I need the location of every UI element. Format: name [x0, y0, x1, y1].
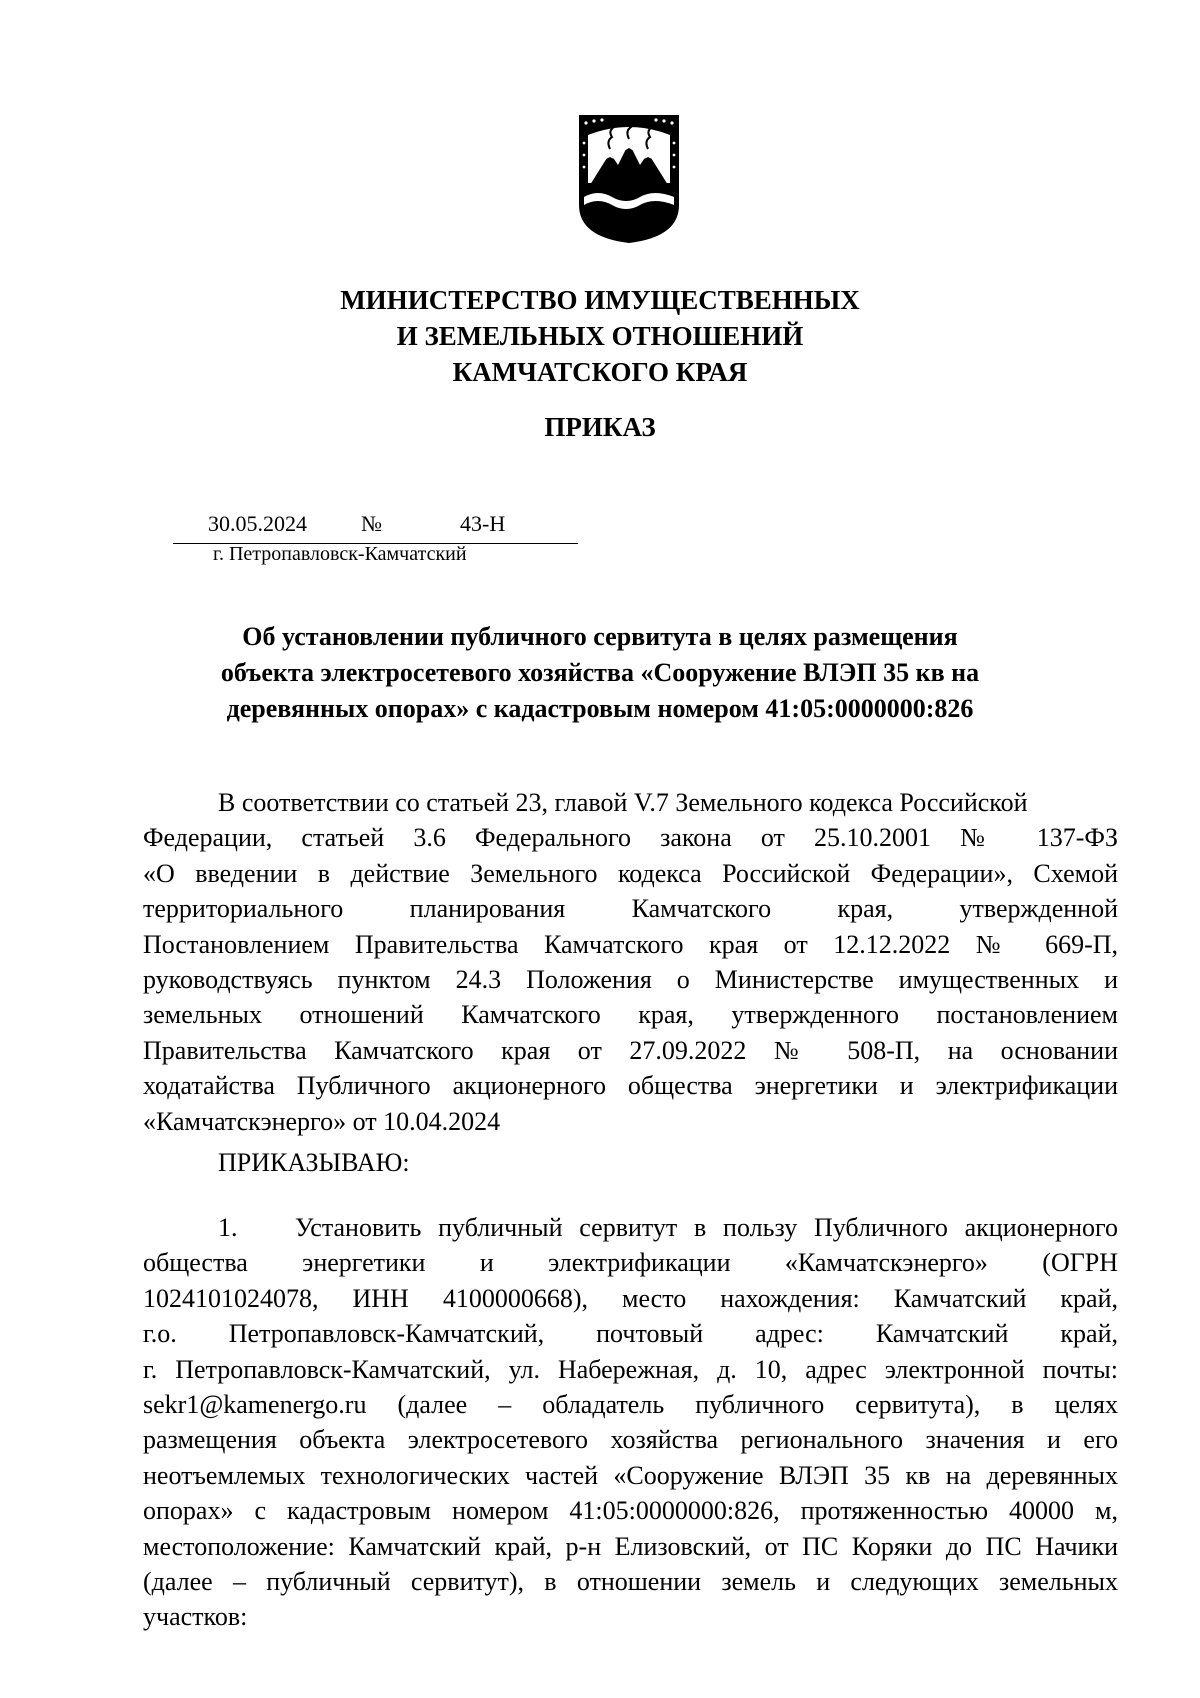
preamble-line: В соответствии со статьей 23, главой V.7 Земельного кодекса Российской: [218, 788, 1028, 817]
item-line: местоположение: Камчатский край, р-н Елизовский, от ПС Коряки до ПС Начики: [143, 1531, 1118, 1561]
item-line: размещения объекта электросетевого хозяйства регионального значения и его: [143, 1425, 1118, 1455]
order-subject: [150, 619, 1050, 727]
item-line: г.о. Петропавловск-Камчатский, почтовый адрес: Камчатский край,: [143, 1319, 1118, 1349]
item-line: (далее – публичный сервитут), в отношении земель и следующих земельных: [143, 1567, 1118, 1597]
document-type-title: ПРИКАЗ: [544, 412, 656, 442]
item-line: г. Петропавловск-Камчатский, ул. Набережная, д. 10, адрес электронной почты:: [143, 1354, 1118, 1384]
ministry-line: КАМЧАТСКОГО КРАЯ: [452, 357, 748, 387]
subject-line: Об установлении публичного сервитута в целях размещения: [242, 622, 958, 651]
ministry-name: [0, 282, 1200, 390]
preamble-line: Правительства Камчатского края от 27.09.2022 № 508-П, на основании: [143, 1035, 1118, 1065]
ministry-line: И ЗЕМЕЛЬНЫХ ОТНОШЕНИЙ: [396, 321, 804, 351]
preamble-line: земельных отношений Камчатского края, утвержденного постановлением: [143, 1000, 1118, 1030]
item-line: 1024101024078, ИНН 4100000668), место нахождения: Камчатский край,: [143, 1283, 1118, 1313]
item-line: sekr1@kamenergo.ru (далее – обладатель публичного сервитута), в целях: [143, 1390, 1118, 1420]
subject-line: деревянных опорах» с кадастровым номером 41:05:0000000:826: [226, 694, 974, 723]
order-date-number-line: [173, 511, 578, 544]
preamble-line: территориального планирования Камчатского края, утвержденной: [143, 894, 1118, 924]
item-line: неотъемлемых технологических частей «Сооружение ВЛЭП 35 кв на деревянных: [143, 1460, 1118, 1490]
ministry-line: МИНИСТЕРСТВО ИМУЩЕСТВЕННЫХ: [340, 285, 860, 315]
subject-line: объекта электросетевого хозяйства «Сооружение ВЛЭП 35 кв на: [220, 658, 980, 687]
preamble-line: Федерации, статьей 3.6 Федерального закона от 25.10.2001 № 137-ФЗ: [143, 823, 1118, 853]
order-item-1: [143, 1210, 1118, 1635]
preamble-line: «Камчатскэнерго» от 10.04.2024: [143, 1106, 501, 1136]
item-line: общества энергетики и электрификации «Камчатскэнерго» (ОГРН: [143, 1248, 1118, 1278]
coat-of-arms-emblem: [576, 113, 682, 245]
item-last-line: участков:: [143, 1602, 248, 1632]
preamble-line: «О введении в действие Земельного кодекса Российской Федерации», Схемой: [143, 858, 1118, 888]
item-line: опорах» с кадастровым номером 41:05:0000000:826, протяженностью 40000 м,: [143, 1496, 1118, 1526]
preamble-line: Постановлением Правительства Камчатского края от 12.12.2022 № 669-П,: [143, 929, 1118, 959]
order-directive-word: ПРИКАЗЫВАЮ:: [218, 1148, 410, 1177]
item-first-line-text: Установить публичный сервитут в пользу Публичного акционерного: [295, 1213, 1118, 1242]
item-first-line: [143, 1210, 1118, 1245]
item-number: 1.: [218, 1213, 238, 1242]
preamble-line: руководствуясь пунктом 24.3 Положения о Министерстве имущественных и: [143, 965, 1118, 995]
order-number: 43-Н: [460, 511, 506, 536]
order-number-sign: №: [361, 511, 382, 536]
order-date: 30.05.2024: [208, 511, 307, 536]
preamble-paragraph: [143, 785, 1118, 1139]
preamble-line: ходатайства Публичного акционерного общества энергетики и электрификации: [143, 1071, 1118, 1101]
order-city: г. Петропавловск-Камчатский: [213, 543, 467, 565]
